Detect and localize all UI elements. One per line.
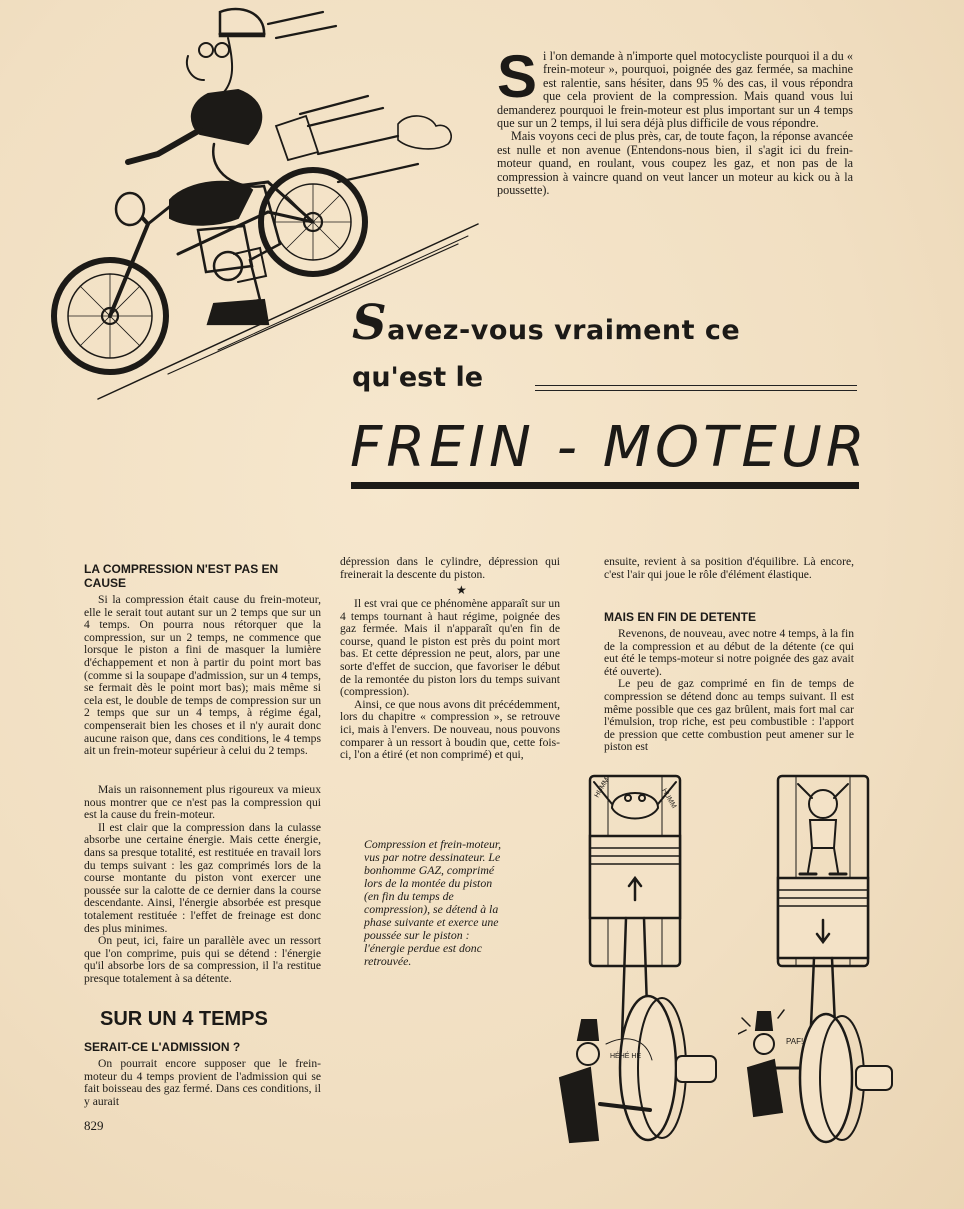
- column-2-text-b: [340, 598, 560, 762]
- illustration-caption: Compression et frein-moteur, vus par notre dessinateur. Le bonhomme GAZ, comprimé lors de la montée du piston (en fin du temps de compression), se détend à la phase suivante et exerce une poussée sur le piston : l'énergie perdue est donc retrouvée.: [364, 837, 502, 968]
- title-initial: S: [352, 295, 388, 351]
- title-underline: [351, 482, 859, 489]
- heading-admission: SERAIT-CE L'ADMISSION ?: [84, 1040, 241, 1054]
- col2-paragraph-3: Ainsi, ce que nous avons dit précédemment, lors du chapitre « compression », se retrouve ici, mais à l'envers. De nouveau, nous pouvons comparer à un ressort à boudin que, cette fois-ci, l'on a étiré (et non comprimé) et qui,: [340, 697, 560, 762]
- title-rule-2: [535, 390, 857, 391]
- column-1-text-b: [84, 784, 321, 986]
- col1-paragraph-4: On peut, ici, faire un parallèle avec un ressort que l'on comprime, puis qui se détend : l'énergie qu'il absorbe lors de sa compression, il l'a restitue presque totalement à sa détente.: [84, 934, 321, 985]
- heading-fin-de-detente: MAIS EN FIN DE DETENTE: [604, 610, 757, 624]
- column-2-text-a: [340, 556, 560, 581]
- title-line-1-rest: avez-vous vraiment ce: [387, 315, 741, 346]
- title-line-1: [352, 295, 740, 351]
- heading-compression: LA COMPRESSION N'EST PAS EN CAUSE: [84, 562, 279, 590]
- gaz-label-right: HUMM: [660, 787, 678, 810]
- intro-text: [497, 43, 853, 198]
- col2-paragraph-2: Il est vrai que ce phénomène apparaît sur un 4 temps tournant à haut régime, poignée des gaz fermée. Mais il n'apparaît qu'en fin de course, quand le piston est près du point mort bas. Et cette dépression ne peut, alors, par une sorte d'effet de succion, que favoriser le début de la remontée du piston lors du temps suivant (compression).: [340, 597, 560, 699]
- col3-paragraph-3: Le peu de gaz comprimé en fin de temps de compression se détend donc au temps suivant. Il est même possible que ces gaz brûlent, mais fort mal car l'émulsion, trop riche, est peu combustible : l'apport de pression que cette combustion peut amener sur le piston est: [604, 677, 854, 754]
- man-left-label: HÉHÉ HÉ: [610, 1053, 642, 1060]
- gaz-label-left: HUMM: [593, 776, 611, 799]
- column-3-text-b: [604, 628, 854, 754]
- intro-paragraph-1: i l'on demande à n'importe quel motocycliste pourquoi il a du « frein-moteur », pourquoi, poignée des gaz fermée, sa machine est ralentie, sans hésiter, dans 95 % des cas, il vous répondra que cela provient de la compression. Mais quand vous lui demanderez pourquoi le frein-moteur est plus important sur un 4 temps que sur un 2 temps, il lui sera déjà plus difficile de vous répondre.: [497, 49, 853, 131]
- title-rule-1: [535, 385, 857, 386]
- col3-paragraph-2: Revenons, de nouveau, avec notre 4 temps, à la fin de la compression et au début de la détente (ce qui eut été le temps-moteur si notre poignée des gaz avait été ouverte).: [604, 627, 854, 678]
- heading-sur-un-4-temps: SUR UN 4 TEMPS: [100, 1008, 268, 1030]
- col1-paragraph-2: Mais un raisonnement plus rigoureux va mieux nous montrer que ce n'est pas la compression qui est la cause du frein-moteur.: [84, 783, 321, 822]
- col1-paragraph-1: Si la compression était cause du frein-moteur, elle le serait tout autant sur un 2 temps que sur un 4 temps. On pourra nous rétorquer que la compression, sur un 2 temps, ne commence que lorsque le piston a fini de masquer la lumière d'échappement et non à partir du point mort bas (comme si la soupape d'admission, sur un 4 temps, se fermait dès le point mort bas); mais même si cela est, le double de temps de compression sur un 2 temps que sur un 4 temps, à régime égal, compenserait bien les choses et il n'y aurait donc aucune raison que, dans ces conditions, le 4 temps ait un frein-moteur supérieur à celui du 2 temps.: [84, 593, 321, 758]
- intro-paragraph-2: Mais voyons ceci de plus près, car, de toute façon, la réponse avancée est nulle et non avenue (Entendons-nous bien, il s'agit ici du frein-moteur quand, en roulant, vous coupez les gaz, et non pas de la compression à vaincre quand on veut lancer un moteur au kick ou à la poussette).: [497, 129, 853, 198]
- col3-paragraph-1: ensuite, revient à sa position d'équilibre. Là encore, c'est l'air qui joue le rôle d'élément élastique.: [604, 555, 854, 581]
- col2-paragraph-1: dépression dans le cylindre, dépression qui freinerait la descente du piston.: [340, 555, 560, 581]
- man-right-label: PAF!: [786, 1037, 804, 1046]
- col1-paragraph-5: On pourrait encore supposer que le frein-moteur du 4 temps provient de l'admission qui se fait boisseau des gaz fermé. Dans ces conditions, il y aurait: [84, 1057, 321, 1108]
- page-number: 829: [84, 1118, 104, 1133]
- column-3-text-a: [604, 556, 854, 581]
- title-line-2: qu'est le: [352, 362, 484, 393]
- column-1-text-a: [84, 594, 321, 758]
- drop-cap: S: [497, 43, 538, 110]
- col1-paragraph-3: Il est clair que la compression dans la culasse absorbe une certaine énergie. Mais cette énergie, dans sa presque totalité, est restituée en travail lors du temps suivant : les gaz comprimés lors de la course montante du piston vont exercer une poussée sur la calotte de ce dernier dans la course descendante. Ainsi, l'énergie absorbée est presque totalement restituée : l'effet de freinage est donc des plus minimes.: [84, 820, 321, 935]
- piston-expansion-illustration: [738, 768, 898, 1152]
- section-star: ★: [456, 583, 467, 597]
- piston-compression-illustration: [550, 768, 720, 1152]
- column-1-text-c: [84, 1058, 321, 1108]
- title-main: FREIN - MOTEUR: [350, 415, 869, 480]
